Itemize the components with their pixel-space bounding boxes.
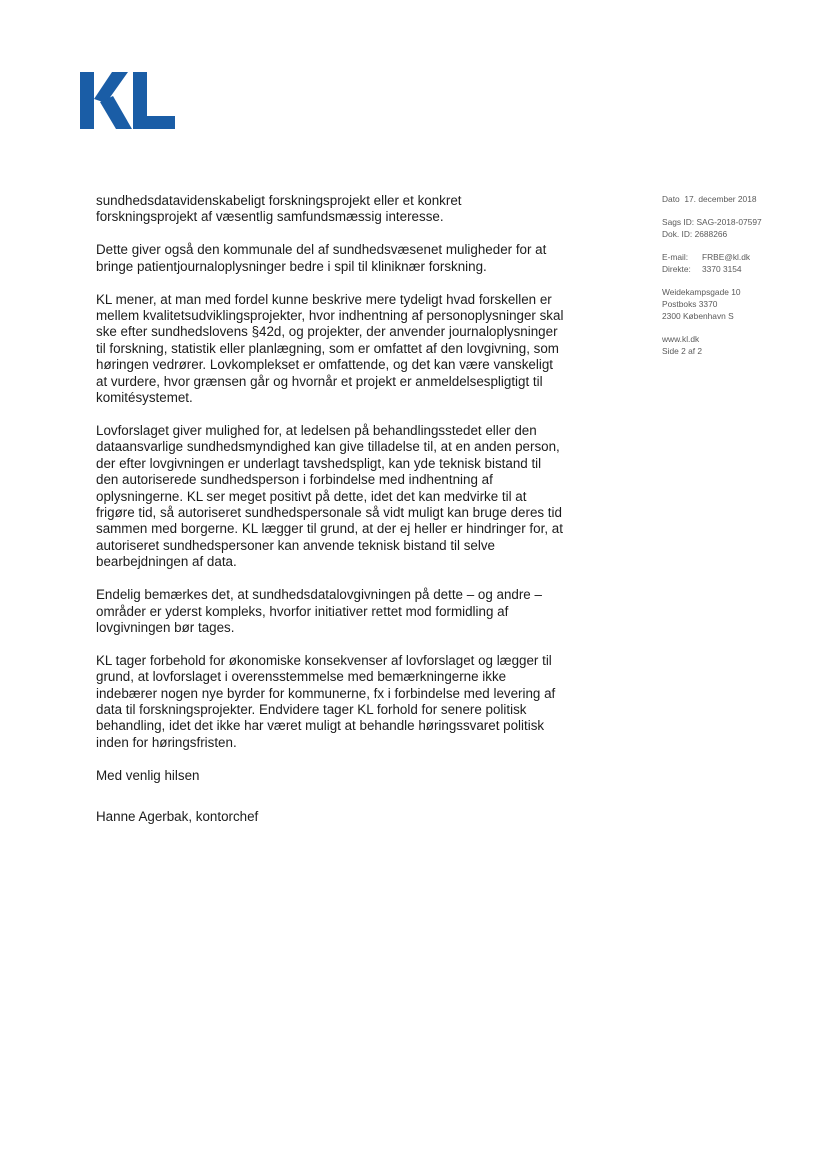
address-line: 2300 København S <box>662 311 734 321</box>
paragraph: KL mener, at man med fordel kunne beskrive mere tydeligt hvad forskellen er mellem kvalitetsudviklingsprojekter, hvor indhentning af personoplysninger skal ske efter sundhedslovens §42d, og projekter, der anvender journaloplysninger til forskning, statistik eller planlægning, som er omfattet af den lovgivning, som høringen vedrører. Lovkomplekset er omfattende, og det kan være vanskeligt at vurdere, hvor grænsen går og hvornår et projekt er anmeldelsespligtigt til komitésystemet. <box>96 291 564 406</box>
id-group <box>662 216 812 240</box>
paragraph: Lovforslaget giver mulighed for, at ledelsen på behandlingsstedet eller den dataansvarlige sundhedsmyndighed kan give tilladelse til, at en anden person, der efter lovgivningen er underlagt tavshedspligt, kan yde teknisk bistand til den autoriserede sundhedsperson i forbindelse med indhentning af oplysningerne. KL ser meget positivt på dette, idet det kan medvirke til at frigøre tid, så autoriseret sundhedspersonale så vidt muligt kan bruge deres tid sammen med borgerne. KL lægger til grund, at der ej heller er hindringer for, at autoriseret sundhedspersoner kan anvende teknisk bistand til selve bearbejdningen af data. <box>96 422 563 570</box>
closing-greeting: Med venlig hilsen <box>96 768 200 784</box>
letter-metadata <box>662 193 812 368</box>
case-id-value: SAG-2018-07597 <box>696 217 762 227</box>
kl-logo <box>80 72 176 130</box>
address-line: Weidekampsgade 10 <box>662 287 741 297</box>
email-value[interactable]: FRBE@kl.dk <box>702 252 751 262</box>
letter-body <box>96 193 566 842</box>
date-label: Dato <box>662 194 680 204</box>
paragraph: KL tager forbehold for økonomiske konsekvenser af lovforslaget og lægger til grund, at lovforslaget i overensstemmelse med bemærkningerne ikke indebærer nogen nye byrder for kommunerne, fx i forbindelse med levering af data til forskningsprojekter. Endvidere tager KL forhold for senere politisk behandling, idet det ikke har været muligt at behandle høringssvaret politisk inden for høringsfristen. <box>96 652 556 750</box>
address-line: Postboks 3370 <box>662 299 718 309</box>
web-group <box>662 333 812 357</box>
contact-group <box>662 251 812 275</box>
case-id-label: Sags ID: <box>662 217 695 227</box>
signature: Hanne Agerbak, kontorchef <box>96 808 259 824</box>
email-label: E-mail: <box>662 252 689 262</box>
address-group <box>662 286 812 322</box>
kl-logo-mark <box>80 72 176 130</box>
page-number: Side 2 af 2 <box>662 346 703 356</box>
date-group <box>662 193 812 205</box>
date-value: 17. december 2018 <box>684 194 757 204</box>
paragraph: Endelig bemærkes det, at sundhedsdatalovgivningen på dette – og andre – områder er yderst kompleks, hvorfor initiativer rettet mod formidling af lovgivningen bør tages. <box>96 587 542 635</box>
direct-phone-value: 3370 3154 <box>702 264 742 274</box>
direct-phone-label: Direkte: <box>662 264 691 274</box>
paragraph: Dette giver også den kommunale del af sundhedsvæsenet muligheder for at bringe patientjournaloplysninger bedre i spil til kliniknær forskning. <box>96 242 547 274</box>
website-link[interactable]: www.kl.dk <box>662 334 700 344</box>
paragraph: sundhedsdatavidenskabeligt forskningsprojekt eller et konkret forskningsprojekt af væsentlig samfundsmæssig interesse. <box>96 193 462 225</box>
doc-id-label: Dok. ID: <box>662 229 693 239</box>
doc-id-value: 2688266 <box>694 229 728 239</box>
